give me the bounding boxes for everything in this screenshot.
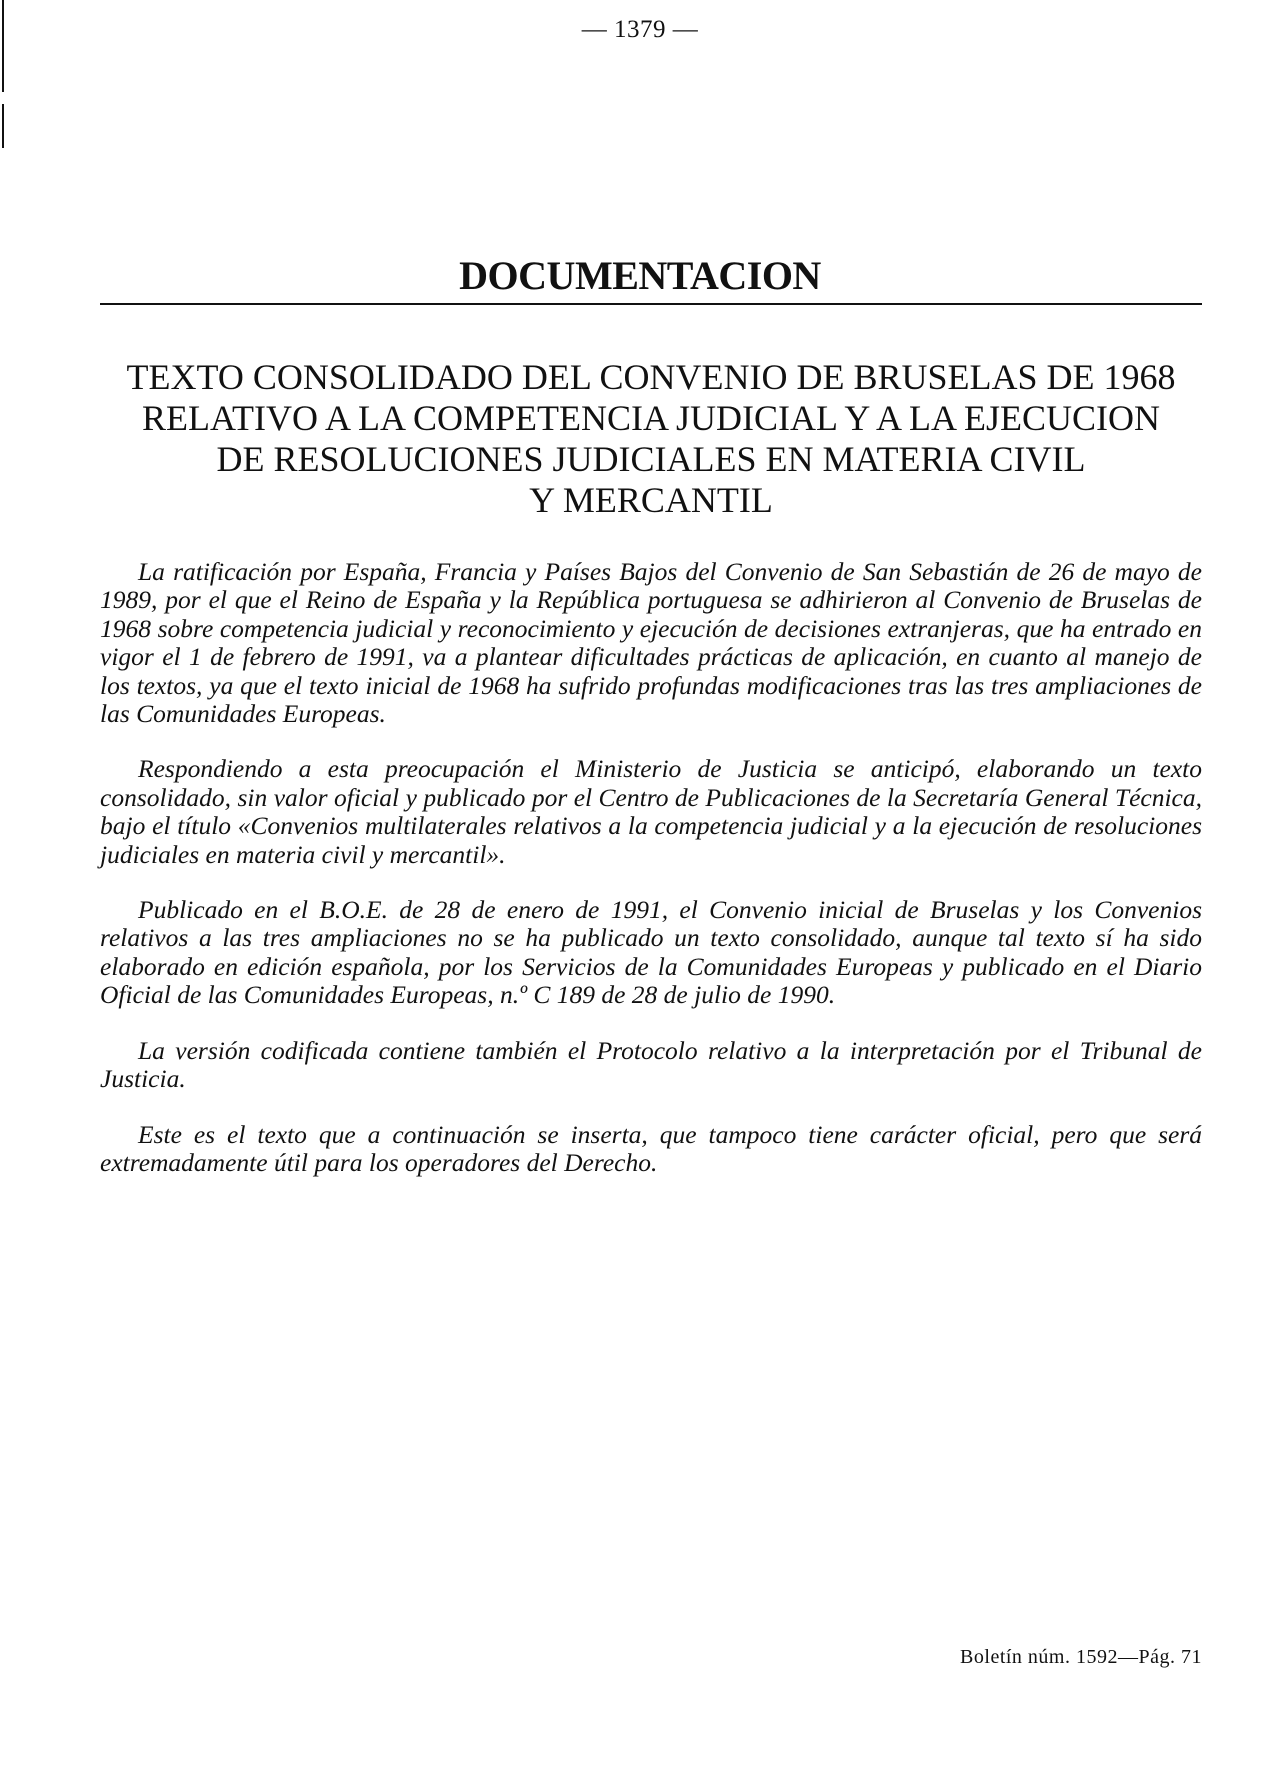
paragraph: Este es el texto que a continuación se inserta, que tampoco tiene carácter oficial, pero que será extremadamente útil para los operadores del Derecho. xyxy=(100,1119,1202,1177)
title-line: DE RESOLUCIONES JUDICIALES EN MATERIA CIVIL xyxy=(216,439,1086,479)
section-divider xyxy=(100,303,1202,305)
section-heading: DOCUMENTACION xyxy=(459,253,821,298)
paragraph: La ratificación por España, Francia y Países Bajos del Convenio de San Sebastián de 26 de mayo de 1989, por el que el Reino de España y la República portuguesa se adhirieron al Convenio de Bruselas de 1968 sobre competencia judicial y reconocimiento y ejecución de decisiones extranjeras, que ha entrado en vigor el 1 de febrero de 1991, va a plantear dificultades prácticas de aplicación, en cuanto al manejo de los textos, ya que el texto inicial de 1968 ha sufrido profundas modificaciones tras las tres ampliaciones de las Comunidades Europeas. xyxy=(100,557,1202,729)
page-number: — 1379 — xyxy=(581,16,699,43)
title-line: TEXTO CONSOLIDADO DEL CONVENIO DE BRUSELAS DE 1968 xyxy=(126,357,1176,397)
scan-edge-mark-top xyxy=(2,0,4,92)
paragraph: Publicado en el B.O.E. de 28 de enero de 1991, el Convenio inicial de Bruselas y los Convenios relativos a las tres ampliaciones no se ha publicado un texto consolidado, aunque tal texto sí ha sido elaborado en edición española, por los Servicios de la Comunidades Europeas y publicado en el Diario Oficial de las Comunidades Europeas, n.º C 189 de 28 de julio de 1990. xyxy=(100,895,1202,1010)
scan-edge-mark-bottom xyxy=(2,104,4,148)
footer-bulletin-reference: Boletín núm. 1592—Pág. 71 xyxy=(960,1646,1202,1668)
title-line: Y MERCANTIL xyxy=(529,480,773,520)
paragraph: La versión codificada contiene también el Protocolo relativo a la interpretación por el Tribunal de Justicia. xyxy=(100,1035,1202,1094)
paragraph: Respondiendo a esta preocupación el Ministerio de Justicia se anticipó, elaborando un texto consolidado, sin valor oficial y publicado por el Centro de Publicaciones de la Secretaría General Técnica, bajo el título «Convenios multilaterales relativos a la competencia judicial y a la ejecución de resoluciones judiciales en materia civil y mercantil». xyxy=(100,754,1202,869)
document-title xyxy=(100,357,1202,521)
introduction-body xyxy=(100,558,1202,1204)
title-line: RELATIVO A LA COMPETENCIA JUDICIAL Y A LA EJECUCION xyxy=(141,398,1161,438)
